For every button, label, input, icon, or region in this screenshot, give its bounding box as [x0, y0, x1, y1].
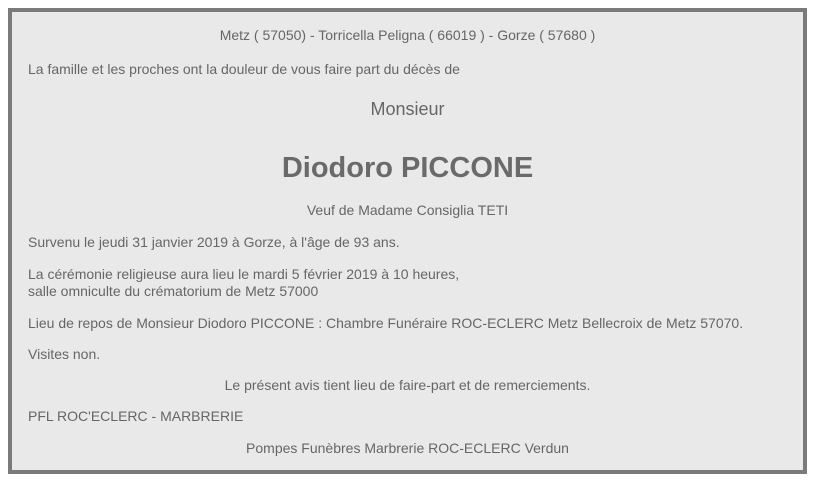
funeral-home-1: PFL ROC'ECLERC - MARBRERIE: [28, 408, 244, 424]
intro-text: La famille et les proches ont la douleur de vous faire part du décès de: [28, 61, 460, 77]
locations-line: Metz ( 57050) - Torricella Peligna ( 66019 ) - Gorze ( 57680 ): [219, 27, 596, 43]
visits-line: Visites non.: [28, 346, 101, 362]
rest-place: Lieu de repos de Monsieur Diodoro PICCONE : Chambre Funéraire ROC-ECLERC Metz Bellecroix de Metz 57070.: [28, 315, 744, 331]
spouse-line: Veuf de Madame Consiglia TETI: [306, 202, 509, 218]
honorific: Monsieur: [370, 99, 445, 119]
ceremony-line-1: La cérémonie religieuse aura lieu le mardi 5 février 2019 à 10 heures,: [28, 266, 460, 282]
death-info: Survenu le jeudi 31 janvier 2019 à Gorze, à l'âge de 93 ans.: [28, 234, 400, 250]
funeral-home-2: Pompes Funèbres Marbrerie ROC-ECLERC Verdun: [246, 440, 569, 456]
deceased-name: Diodoro PICCONE: [281, 152, 534, 184]
ceremony-line-2: salle omniculte du crématorium de Metz 57000: [28, 283, 319, 299]
acknowledgement-line: Le présent avis tient lieu de faire-part et de remerciements.: [224, 377, 591, 393]
death-notice: [8, 8, 807, 474]
